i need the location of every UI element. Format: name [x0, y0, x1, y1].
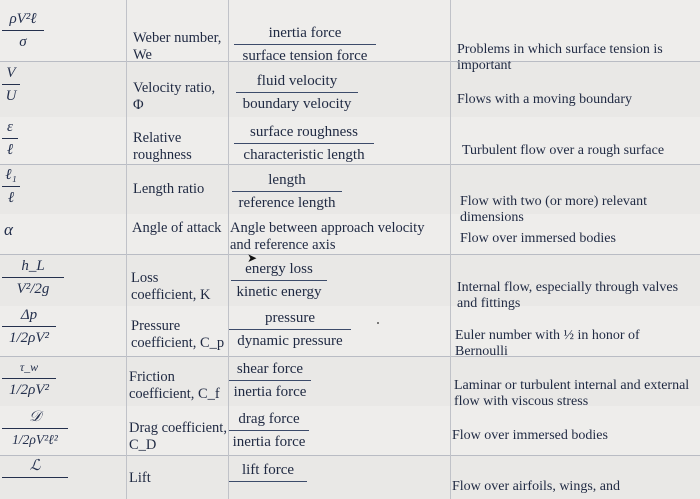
ratio-numerator: surface roughness: [250, 124, 358, 140]
symbol-cell: [2, 306, 56, 347]
parameter-name: Relative roughness: [133, 130, 192, 163]
symbol-numerator: ℒ: [29, 458, 41, 474]
ratio-cell: [229, 461, 307, 484]
symbol-denominator: 1/2ρV²: [8, 382, 50, 398]
parameter-name: Drag coefficient, C_D: [129, 420, 227, 453]
symbol-cell: [2, 457, 68, 480]
fraction-bar: [229, 380, 311, 381]
ratio-numerator: inertia force: [268, 25, 342, 41]
fraction-bar: [232, 191, 342, 192]
symbol-numerator: ℓ₁: [5, 167, 17, 183]
ratio-cell: [229, 360, 311, 402]
fraction-bar: [2, 277, 64, 278]
parameter-name: Angle of attack: [132, 220, 222, 236]
symbol-numerator: ρV²ℓ: [9, 11, 37, 27]
fraction-bar: [2, 84, 20, 85]
ratio-numerator: pressure: [265, 310, 315, 326]
symbol-numerator: 𝒟: [29, 409, 41, 425]
ratio-cell: [234, 24, 376, 66]
application-cell: Flows with a moving boundary: [457, 92, 632, 107]
parameter-name: Weber number, We: [133, 30, 222, 63]
fraction-bar: [2, 326, 56, 327]
symbol-numerator: τ_w: [19, 360, 39, 374]
symbol-cell: [2, 10, 44, 51]
ratio-cell: [236, 72, 358, 114]
ratio-denominator: characteristic length: [243, 147, 365, 163]
application-cell: Laminar or turbulent internal and external flow with viscous stress: [454, 378, 690, 409]
parameter-name: Length ratio: [133, 181, 205, 197]
fraction-bar: [2, 30, 44, 31]
symbol-denominator: 1/2ρV²: [8, 330, 50, 346]
symbol-cell: [2, 166, 20, 207]
ratio-denominator: kinetic energy: [236, 284, 322, 300]
application-cell: Internal flow, especially through valves and fittings: [457, 280, 679, 311]
parameter-name: Velocity ratio, Φ: [133, 80, 216, 113]
fraction-bar: [2, 428, 68, 429]
ratio-numerator: lift force: [241, 462, 295, 478]
symbol-denominator: ℓ: [6, 142, 14, 158]
ratio-cell: [234, 123, 374, 165]
ratio-denominator: inertia force: [233, 384, 307, 400]
ratio-numerator: drag force: [238, 411, 300, 427]
ratio-numerator: shear force: [236, 361, 304, 377]
symbol-numerator: ε: [7, 119, 13, 135]
symbol-numerator: V: [6, 65, 16, 81]
ratio-cell: [232, 171, 342, 213]
fraction-bar: [234, 44, 376, 45]
application-cell: Flow over immersed bodies: [452, 428, 608, 443]
ratio-denominator: reference length: [238, 195, 336, 211]
symbol-denominator: σ: [19, 34, 27, 50]
column-divider: [450, 0, 451, 499]
symbol-cell: [2, 118, 18, 159]
application-cell: Flow over immersed bodies: [460, 231, 616, 246]
application-cell: Problems in which surface tension is important: [457, 42, 663, 73]
symbol-numerator: Δp: [20, 307, 38, 323]
ratio-numerator: fluid velocity: [256, 73, 338, 89]
parameter-name: Pressure coefficient, C_p: [131, 318, 225, 351]
column-divider: [126, 0, 127, 499]
fraction-bar: [229, 481, 307, 482]
fraction-bar: [229, 329, 351, 330]
application-cell: Euler number with ½ in honor of Bernoulli: [455, 328, 640, 359]
symbol-denominator: ℓ: [7, 190, 15, 206]
symbol-cell: [2, 64, 20, 105]
ratio-cell: [229, 410, 309, 452]
ratio-cell: [231, 260, 327, 302]
symbol-denominator: U: [5, 88, 17, 104]
ratio-denominator: dynamic pressure: [237, 333, 343, 349]
description-cell: Angle between approach velocity and reference axis: [230, 220, 425, 253]
fraction-bar: [229, 430, 309, 431]
parameter-name: Lift: [129, 470, 151, 486]
parameter-name: Loss coefficient, K: [131, 270, 211, 303]
fraction-bar: [2, 138, 18, 139]
symbol-denominator: V²/2g: [16, 281, 50, 297]
symbol-cell: α: [4, 220, 13, 239]
mouse-cursor-icon: ➤: [247, 251, 258, 265]
application-cell: Flow with two (or more) relevant dimensions: [460, 194, 648, 225]
symbol-cell: [2, 257, 64, 298]
parameter-name: Friction coefficient, C_f: [129, 369, 220, 402]
symbol-numerator: h_L: [21, 258, 45, 274]
speck: [377, 322, 379, 324]
fraction-bar: [2, 378, 56, 379]
ratio-numerator: length: [268, 172, 306, 188]
application-cell: Flow over airfoils, wings, and: [452, 479, 620, 494]
ratio-denominator: boundary velocity: [242, 96, 352, 112]
fraction-bar: [231, 280, 327, 281]
ratio-numerator: energy loss: [245, 261, 313, 277]
symbol-cell: [2, 358, 56, 399]
fraction-bar: [2, 186, 20, 187]
ratio-cell: [229, 309, 351, 351]
symbol-denominator: 1/2ρV²ℓ²: [12, 432, 58, 447]
symbol-cell: [2, 408, 68, 449]
fraction-bar: [234, 143, 374, 144]
ratio-denominator: surface tension force: [242, 48, 368, 64]
fraction-bar: [236, 92, 358, 93]
fraction-bar: [2, 477, 68, 478]
application-cell: Turbulent flow over a rough surface: [462, 143, 665, 158]
ratio-denominator: inertia force: [232, 434, 306, 450]
